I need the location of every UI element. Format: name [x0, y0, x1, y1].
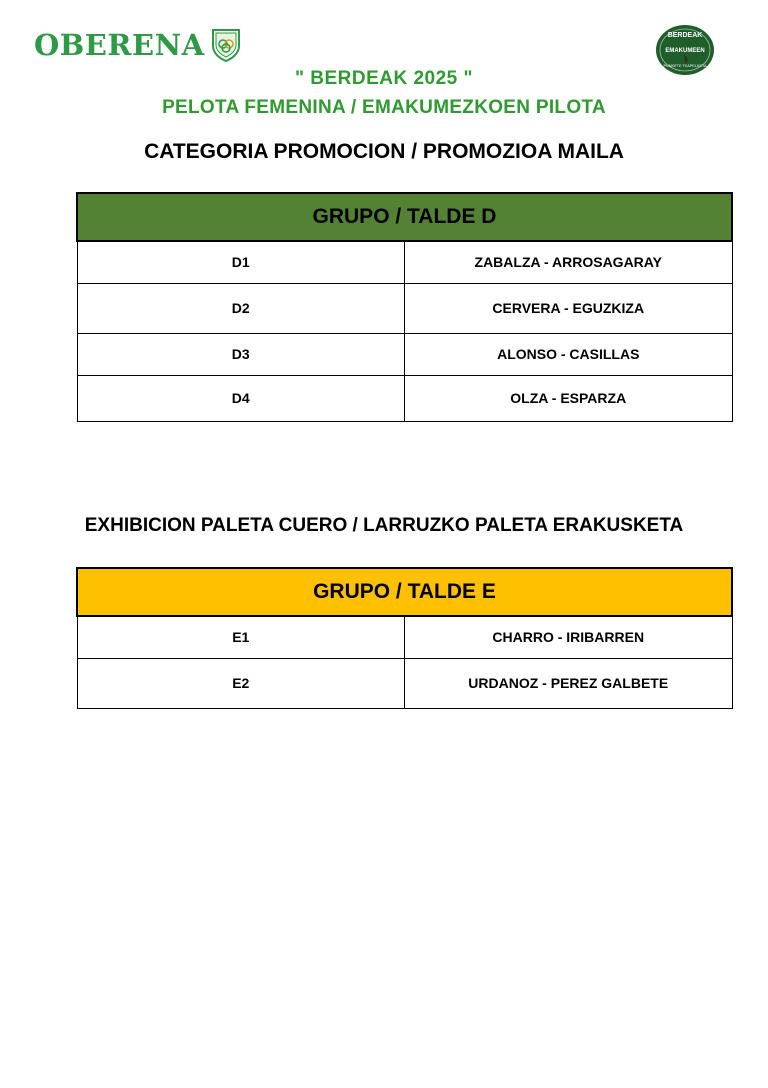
shield-icon — [211, 28, 241, 62]
pair-code: D2 — [77, 283, 405, 333]
table-row — [77, 333, 732, 375]
badge-text-top: BERDEAK — [667, 32, 703, 39]
table-row — [77, 241, 732, 283]
oberena-logo — [34, 28, 241, 62]
category-heading: CATEGORIA PROMOCION / PROMOZIOA MAILA — [144, 140, 624, 163]
badge-text-middle: EMAKUMEEN — [665, 48, 705, 54]
pair-code: D3 — [77, 333, 405, 375]
pair-names: CHARRO - IRIBARREN — [405, 616, 733, 658]
pair-code: E1 — [77, 616, 405, 658]
pair-code: D1 — [77, 241, 405, 283]
pair-names: OLZA - ESPARZA — [405, 375, 733, 421]
oberena-logo-text: OBERENA — [34, 28, 205, 62]
group-e-table — [76, 567, 733, 709]
table-row — [77, 283, 732, 333]
group-d-table — [76, 192, 733, 422]
pair-code: E2 — [77, 658, 405, 708]
pair-names: ZABALZA - ARROSAGARAY — [405, 241, 733, 283]
pair-code: D4 — [77, 375, 405, 421]
event-title: " BERDEAK 2025 " — [294, 68, 474, 89]
event-subtitle: PELOTA FEMENINA / EMAKUMEZKOEN PILOTA — [162, 97, 606, 118]
table-row — [77, 616, 732, 658]
table-row — [77, 375, 732, 421]
pair-names: CERVERA - EGUZKIZA — [405, 283, 733, 333]
exhibition-heading: EXHIBICION PALETA CUERO / LARRUZKO PALETA ERAKUSKETA — [84, 515, 684, 536]
group-d-header: GRUPO / TALDE D — [77, 193, 732, 241]
pair-names: URDANOZ - PEREZ GALBETE — [405, 658, 733, 708]
badge-text-bottom: PUNKETE TXAPELKETA — [663, 64, 707, 68]
group-e-header: GRUPO / TALDE E — [77, 568, 732, 616]
pair-names: ALONSO - CASILLAS — [405, 333, 733, 375]
table-row — [77, 658, 732, 708]
